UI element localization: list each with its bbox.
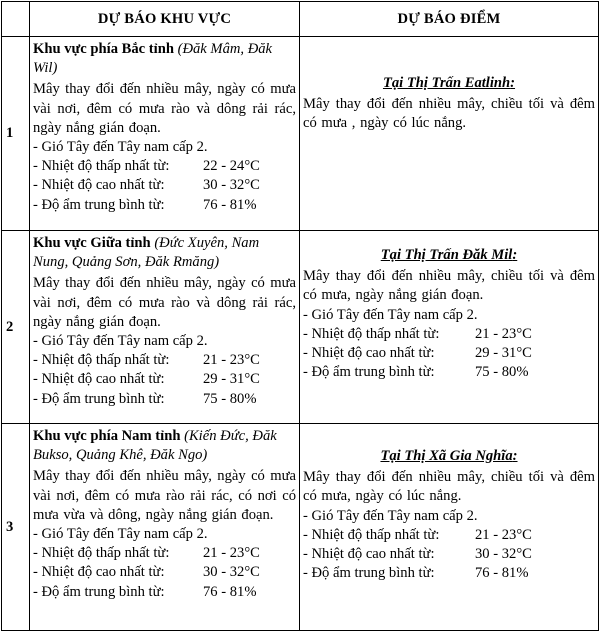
- stat-label: - Nhiệt độ cao nhất từ:: [303, 546, 435, 563]
- row-number: 2: [2, 231, 30, 424]
- stat-value: 75 - 80%: [203, 390, 257, 407]
- stat-value: 75 - 80%: [475, 364, 529, 381]
- stat-label: - Nhiệt độ thấp nhất từ:: [303, 325, 440, 342]
- point-title-colon: :: [510, 75, 516, 91]
- regional-cell: [30, 37, 300, 231]
- region-heading: [33, 40, 296, 78]
- region-min-temp: [33, 544, 296, 563]
- stat-label: - Nhiệt độ cao nhất từ:: [33, 177, 165, 194]
- stat-label: - Nhiệt độ cao nhất từ:: [33, 564, 165, 581]
- regional-cell: [30, 231, 300, 424]
- point-title-text: Tại Thị Xã Gia Nghĩa: [380, 448, 513, 464]
- stat-value: 30 - 32°C: [203, 564, 260, 581]
- stat-value: 30 - 32°C: [475, 546, 532, 563]
- stat-value: 76 - 81%: [475, 565, 529, 582]
- point-title-text: Tại Thị Trấn Đăk Mil: [380, 247, 513, 263]
- table-row: [2, 424, 599, 631]
- stat-value: 29 - 31°C: [475, 345, 532, 362]
- point-title: [303, 246, 595, 265]
- region-title: Khu vực Giữa tỉnh: [33, 235, 151, 251]
- stat-value: 21 - 23°C: [475, 526, 532, 543]
- region-min-temp: [33, 157, 296, 176]
- forecast-table: [1, 1, 599, 631]
- point-max-temp: [303, 344, 595, 363]
- stat-label: - Nhiệt độ cao nhất từ:: [33, 371, 165, 388]
- stat-value: 21 - 23°C: [475, 325, 532, 342]
- point-humidity: [303, 564, 595, 583]
- point-description: Mây thay đổi đến nhiều mây, chiều tối và đêm có mưa, ngày có lúc nắng.: [303, 469, 595, 505]
- stat-label: - Độ ẩm trung bình từ:: [303, 565, 435, 582]
- region-wind: - Gió Tây đến Tây nam cấp 2.: [33, 333, 208, 350]
- stat-value: 29 - 31°C: [203, 371, 260, 388]
- point-min-temp: [303, 526, 595, 545]
- region-description: Mây thay đổi đến nhiều mây, ngày có mưa vài nơi, đêm có mưa rào rải rác, có nơi có mưa vừa và dông, ngày nắng gián đoạn.: [33, 468, 296, 523]
- region-areas: (Đăk Mâm, Đăk Wil): [33, 41, 273, 77]
- row-number: 1: [2, 37, 30, 231]
- stat-label: - Nhiệt độ thấp nhất từ:: [33, 545, 170, 562]
- region-areas: (Kiến Đức, Đăk Bukso, Quảng Khê, Đăk Ngo): [33, 428, 277, 464]
- stat-label: - Nhiệt độ thấp nhất từ:: [303, 526, 440, 543]
- row-number: 3: [2, 424, 30, 631]
- region-heading: [33, 427, 296, 465]
- point-title: [303, 74, 595, 93]
- region-wind: - Gió Tây đến Tây nam cấp 2.: [33, 139, 208, 156]
- region-title: Khu vực phía Bắc tỉnh: [33, 41, 174, 57]
- table-row: [2, 231, 599, 424]
- stat-label: - Độ ẩm trung bình từ:: [33, 196, 165, 213]
- region-description: Mây thay đổi đến nhiều mây, ngày có mưa vài nơi, đêm có mưa rào và dông rải rác, ngày nắng gián đoạn.: [33, 275, 296, 330]
- point-wind: - Gió Tây đến Tây nam cấp 2.: [303, 507, 478, 524]
- region-min-temp: [33, 351, 296, 370]
- point-title-colon: :: [512, 247, 518, 263]
- point-description: Mây thay đổi đến nhiều mây, chiều tối và đêm có mưa , ngày có lúc nắng.: [303, 96, 595, 132]
- region-humidity: [33, 583, 296, 602]
- stat-label: - Độ ẩm trung bình từ:: [33, 390, 165, 407]
- point-title-text: Tại Thị Trấn Eatlinh: [382, 75, 511, 91]
- point-min-temp: [303, 325, 595, 344]
- regional-cell: [30, 424, 300, 631]
- region-heading: [33, 234, 296, 272]
- stat-value: 76 - 81%: [203, 583, 257, 600]
- stat-value: 76 - 81%: [203, 196, 257, 213]
- region-humidity: [33, 390, 296, 409]
- point-description: Mây thay đổi đến nhiều mây, chiều tối và đêm có mưa, ngày nắng gián đoạn.: [303, 268, 595, 304]
- stat-label: - Nhiệt độ thấp nhất từ:: [33, 352, 170, 369]
- stat-value: 30 - 32°C: [203, 177, 260, 194]
- point-title: [303, 447, 595, 466]
- region-wind: - Gió Tây đến Tây nam cấp 2.: [33, 526, 208, 543]
- stat-label: - Độ ẩm trung bình từ:: [303, 364, 435, 381]
- point-humidity: [303, 363, 595, 382]
- stat-label: - Nhiệt độ cao nhất từ:: [303, 345, 435, 362]
- region-title: Khu vực phía Nam tỉnh: [33, 428, 181, 444]
- stat-label: - Nhiệt độ thấp nhất từ:: [33, 158, 170, 175]
- region-max-temp: [33, 176, 296, 195]
- header-row: [2, 2, 599, 37]
- region-description: Mây thay đổi đến nhiều mây, ngày có mưa vài nơi, đêm có mưa rào và dông rải rác, ngày nắng gián đoạn.: [33, 81, 296, 136]
- point-cell: [300, 37, 599, 231]
- region-humidity: [33, 196, 296, 215]
- point-cell: [300, 424, 599, 631]
- stat-value: 21 - 23°C: [203, 545, 260, 562]
- point-wind: - Gió Tây đến Tây nam cấp 2.: [303, 306, 478, 323]
- header-point: DỰ BÁO ĐIỂM: [300, 2, 599, 37]
- point-cell: [300, 231, 599, 424]
- point-max-temp: [303, 545, 595, 564]
- region-max-temp: [33, 370, 296, 389]
- stat-value: 22 - 24°C: [203, 158, 260, 175]
- region-max-temp: [33, 563, 296, 582]
- point-title-colon: :: [512, 448, 518, 464]
- table-row: [2, 37, 599, 231]
- header-blank: [2, 2, 30, 37]
- region-areas: (Đức Xuyên, Nam Nung, Quảng Sơn, Đăk Rmăng): [33, 235, 260, 271]
- stat-value: 21 - 23°C: [203, 352, 260, 369]
- header-regional: DỰ BÁO KHU VỰC: [30, 2, 300, 37]
- stat-label: - Độ ẩm trung bình từ:: [33, 583, 165, 600]
